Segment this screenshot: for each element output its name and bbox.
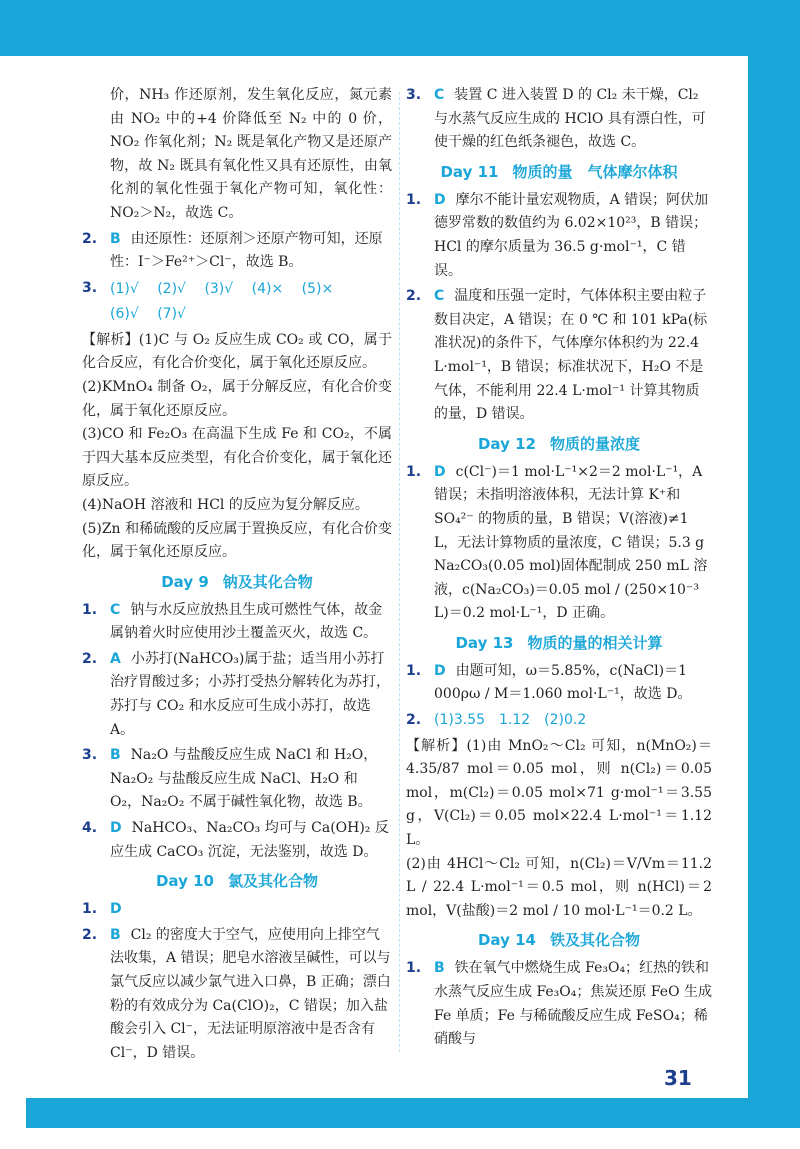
bottom-color-band [26, 1098, 800, 1128]
analysis-paragraph: (3)CO 和 Fe₂O₃ 在高温下生成 Fe 和 CO₂，不属于四大基本反应类型，有化合价变化，属于氧化还原反应。 [82, 426, 392, 490]
day-topic: 物质的量浓度 [549, 434, 640, 453]
day-topic: 物质的量 气体摩尔体积 [512, 162, 678, 181]
answer-key: D [434, 662, 446, 679]
page-number: 31 [664, 1066, 692, 1090]
column-divider [399, 92, 400, 1052]
tf-answer: (5)× [301, 280, 334, 297]
analysis-paragraph: (2)KMnO₄ 制备 O₂，属于分解反应，有化合价变化，属于氧化还原反应。 [82, 378, 392, 419]
question-number: 1. [406, 662, 422, 679]
day-topic: 钠及其化合物 [222, 572, 313, 591]
answer-key: D [110, 820, 122, 837]
day-heading [406, 628, 712, 658]
true-false-answers-row2 [110, 302, 392, 327]
answer-key: C [110, 601, 121, 618]
day-heading [406, 429, 712, 459]
answer-explanation: 小苏打(NaHCO₃)属于盐；适当用小苏打治疗胃酸过多；小苏打受热分解转化为苏打，苏打与 CO₂ 和水反应可生成小苏打，故选 A。 [110, 650, 390, 738]
analysis-paragraph: (2)由 4HCl～Cl₂ 可知，n(Cl₂)＝V/Vm＝11.2 L / 22.4 L·mol⁻¹＝0.5 mol，则 n(HCl)＝2 mol，V(盐酸)＝2 mol / 10 mol·L⁻¹＝0.2 L。 [406, 855, 712, 919]
question-number: 2. [406, 288, 422, 305]
answer-key: A [110, 650, 121, 667]
tf-answer: (2)√ [157, 280, 186, 297]
day-heading [406, 157, 712, 187]
left-column [82, 84, 392, 1067]
day-topic: 物质的量的相关计算 [527, 633, 663, 652]
answer-explanation: 由还原性：还原剂＞还原产物可知，还原性：I⁻＞Fe²⁺＞Cl⁻，故选 B。 [110, 230, 383, 271]
answer-key: B [110, 747, 121, 764]
question-number: 1. [406, 960, 422, 977]
question-number: 3. [82, 747, 98, 764]
day-heading [406, 925, 712, 955]
day-label: Day 10 [155, 872, 214, 891]
answer-explanation: 摩尔不能计量宏观物质，A 错误；阿伏加德罗常数的数值约为 6.02×10²³，B 错误；HCl 的摩尔质量为 36.5 g·mol⁻¹，C 错误。 [434, 191, 709, 279]
answer-item [82, 744, 392, 815]
top-color-band [0, 0, 800, 56]
day-label: Day 13 [455, 633, 514, 652]
answer-item [406, 660, 712, 707]
answer-item [406, 189, 712, 283]
day-label: Day 12 [477, 434, 536, 453]
question-number: 3. [406, 87, 422, 103]
analysis-paragraph: (5)Zn 和稀硫酸的反应属于置换反应，有化合价变化，属于氧化还原反应。 [82, 520, 392, 561]
tf-answer: (3)√ [204, 280, 234, 297]
question-number: 2. [406, 712, 422, 729]
question-number: 1. [406, 191, 422, 208]
answer-item [82, 898, 392, 922]
question-number: 1. [406, 463, 422, 480]
answer-item [82, 648, 392, 742]
answer-explanation: 由题可知，ω＝5.85%，c(NaCl)＝1 000ρω / M＝1.060 mol·L⁻¹，故选 D。 [434, 662, 692, 703]
answer-item [82, 228, 392, 275]
answer-key: C [434, 87, 445, 103]
answer-key: B [110, 230, 121, 247]
answer-key: B [110, 926, 121, 943]
question-number: 3. [82, 279, 98, 296]
answer-key: C [434, 288, 445, 305]
answer-explanation: 铁在氧气中燃烧生成 Fe₃O₄；红热的铁和水蒸气反应生成 Fe₃O₄；焦炭还原 FeO 生成 Fe 单质；Fe 与稀硫酸反应生成 FeSO₄；稀硝酸与 [434, 960, 712, 1048]
answer-item [406, 957, 712, 1051]
answer-item [406, 285, 712, 427]
answer-explanation: 装置 C 进入装置 D 的 Cl₂ 未干燥，Cl₂ 与水蒸气反应生成的 HClO 具有漂白性，可使干燥的红色纸条褪色，故选 C。 [434, 87, 706, 151]
true-false-answers-row1 [110, 277, 392, 302]
question-number: 1. [82, 901, 98, 918]
answer-item [406, 461, 712, 626]
answer-key: D [434, 191, 446, 208]
day-label: Day 11 [440, 162, 499, 181]
answer-key: D [434, 463, 446, 480]
answer-explanation: Na₂O 与盐酸反应生成 NaCl 和 H₂O，Na₂O₂ 与盐酸反应生成 NaCl、H₂O 和 O₂，Na₂O₂ 不属于碱性氧化物，故选 B。 [110, 747, 378, 811]
tf-answer: (4)× [251, 280, 284, 297]
question-number: 4. [82, 820, 98, 837]
answer-item [406, 709, 712, 733]
analysis-paragraph: (4)NaOH 溶液和 HCl 的反应为复分解反应。 [82, 496, 369, 513]
day-label: Day 14 [477, 931, 536, 950]
right-color-band [748, 56, 800, 1098]
tf-answer: (6)√ [110, 305, 139, 322]
answer-item [82, 277, 392, 327]
answer-key: D [110, 901, 122, 918]
question-number: 2. [82, 650, 98, 667]
tf-answer: (7)√ [157, 305, 186, 322]
answer-key: (1)3.55 1.12 (2)0.2 [434, 712, 587, 729]
answer-item [406, 84, 712, 155]
answer-explanation: 钠与水反应放热且生成可燃性气体，故金属钠着火时应使用沙土覆盖灭火，故选 C。 [110, 601, 383, 642]
tf-answer: (1)√ [110, 280, 139, 297]
day-heading [82, 567, 392, 597]
analysis-paragraph: 【解析】(1)C 与 O₂ 反应生成 CO₂ 或 CO，属于化合反应，有化合价变化，属于氧化还原反应。 [82, 331, 392, 372]
continuation-text: 价，NH₃ 作还原剂，发生氧化反应，氮元素由 NO₂ 中的+4 价降低至 N₂ 中的 0 价，NO₂ 作氧化剂；N₂ 既是氧化产物又是还原产物，故 N₂ 既具有氧化性又具有还原性，由氧化剂的氧化性强于氧化产物可知，氧化性：NO₂＞N₂，故选 C。 [110, 87, 392, 221]
right-column [406, 84, 712, 1054]
answer-item [82, 817, 392, 864]
day-topic: 铁及其化合物 [549, 931, 640, 950]
answer-item [82, 924, 392, 1066]
answer-key: B [434, 960, 445, 977]
answer-explanation: 温度和压强一定时，气体体积主要由粒子数目决定，A 错误；在 0 ℃ 和 101 kPa(标准状况)的条件下，气体摩尔体积约为 22.4 L·mol⁻¹，B 错误；标准状况下，H₂O 不是气体，不能利用 22.4 L·mol⁻¹ 计算其物质的量，D 错误。 [434, 288, 708, 423]
answer-explanation: c(Cl⁻)＝1 mol·L⁻¹×2＝2 mol·L⁻¹，A 错误；未指明溶液体积，无法计算 K⁺和 SO₄²⁻ 的物质的量，B 错误；V(溶液)≠1 L，无法计算物质的量浓度，C 错误；5.3 g Na₂CO₃(0.05 mol)固体配制成 250 mL 溶液，c(Na₂CO₃)＝0.05 mol / (250×10⁻³ L)＝0.2 mol·L⁻¹，D 正确。 [434, 463, 708, 622]
day-label: Day 9 [161, 572, 209, 591]
answer-item [82, 599, 392, 646]
day-topic: 氯及其化合物 [227, 872, 318, 891]
question-number: 2. [82, 926, 98, 943]
answer-explanation: NaHCO₃、Na₂CO₃ 均可与 Ca(OH)₂ 反应生成 CaCO₃ 沉淀，无法鉴别，故选 D。 [110, 820, 389, 860]
question-number: 2. [82, 230, 98, 247]
question-number: 1. [82, 601, 98, 618]
answer-explanation: Cl₂ 的密度大于空气，应使用向上排空气法收集，A 错误；肥皂水溶液呈碱性，可以与氯气反应以减少氯气进入口鼻，B 正确；漂白粉的有效成分为 Ca(ClO)₂，C 错误；加入盐酸会引入 Cl⁻，无法证明原溶液中是否含有 Cl⁻，D 错误。 [110, 926, 391, 1061]
analysis-paragraph: 【解析】(1)由 MnO₂～Cl₂ 可知，n(MnO₂)＝4.35/87 mol＝0.05 mol，则 n(Cl₂)＝0.05 mol，m(Cl₂)＝0.05 mol×71 g·mol⁻¹＝3.55 g，V(Cl₂)＝0.05 mol×22.4 L·mol⁻¹＝1.12 L。 [406, 737, 712, 849]
day-heading [82, 866, 392, 896]
